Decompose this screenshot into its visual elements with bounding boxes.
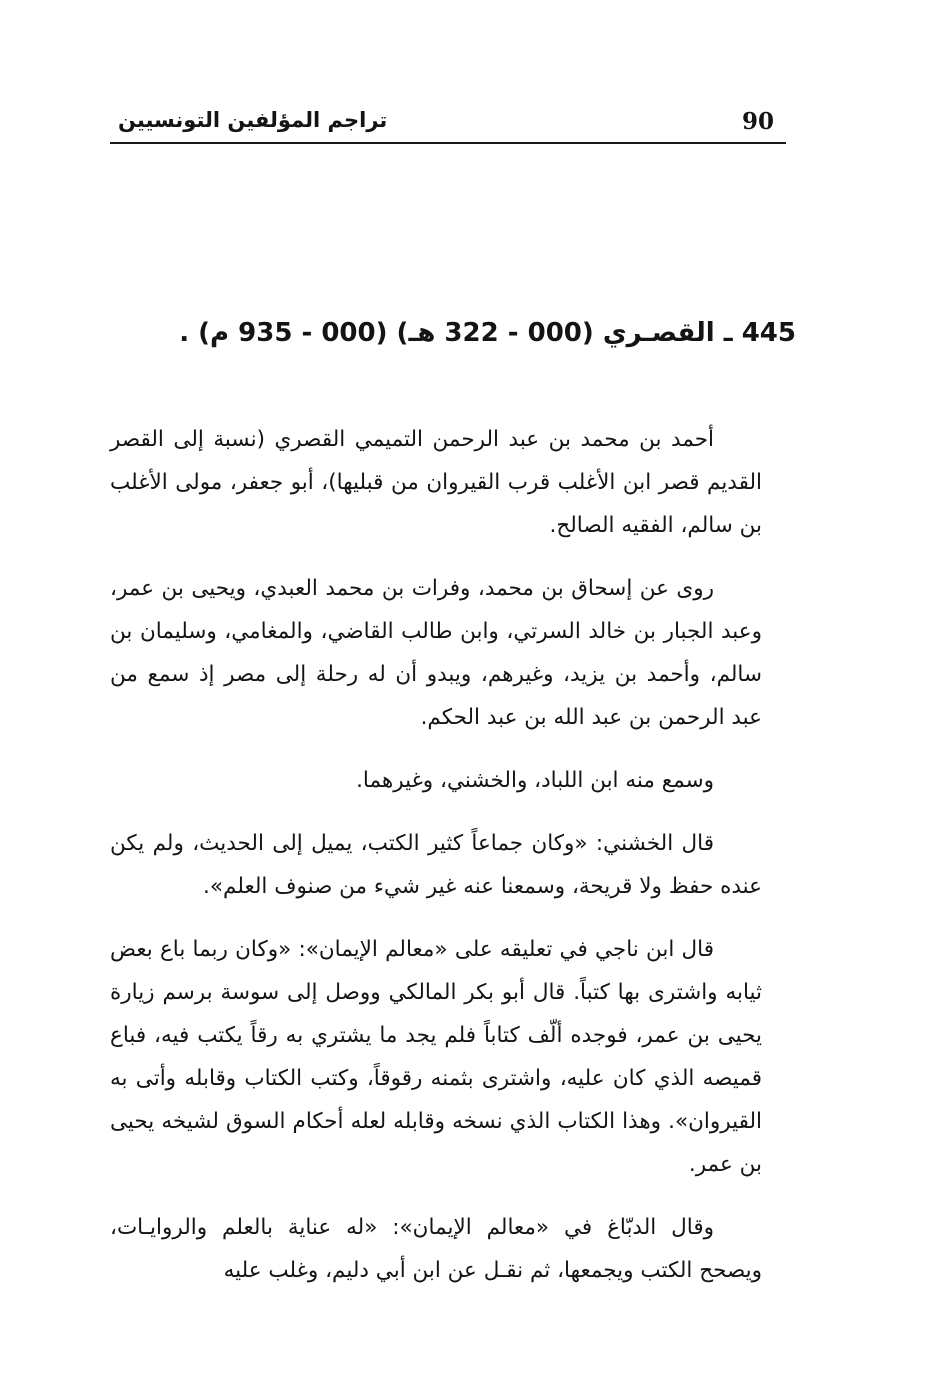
paragraph-biography: أحمد بن محمد بن عبد الرحمن التميمي القصري (نسبة إلى القصر القديم قصر ابن الأغلب قرب القيروان من قبليها)، أبو جعفر، مولى الأغلب بن سالم، الفقيه الصالح. <box>110 427 762 538</box>
running-title: تراجم المؤلفين التونسيين <box>118 108 388 132</box>
body-text <box>110 418 762 1312</box>
entry-heading: 445 ـ القصـري (000 - 322 هـ) (000 - 935 م) . <box>179 318 796 348</box>
paragraph-khushani-quote: قال الخشني: «وكان جماعاً كثير الكتب، يميل إلى الحديث، ولم يكن عنده حفظ ولا قريحة، وسمعنا عنه غير شيء من صنوف العلم». <box>110 831 762 899</box>
page-header <box>110 106 786 144</box>
paragraph-dabbagh-quote: وقال الدبّاغ في «معالم الإيمان»: «له عناية بالعلم والروايـات، ويصحح الكتب ويجمعها، ثم نقـل عن ابن أبي دليم، وغلب عليه <box>110 1215 762 1283</box>
paragraph-ibn-naji-quote: قال ابن ناجي في تعليقه على «معالم الإيمان»: «وكان ربما باع بعض ثيابه واشترى بها كتباً. قال أبو بكر المالكي ووصل إلى سوسة برسم زيارة يحيى بن عمر، فوجده ألّف كتاباً فلم يجد ما يشتري به رقاً يكتب فيه، فباع قميصه الذي كان عليه، واشترى بثمنه رقوقاً، وكتب الكتاب وقابله وأتى به القيروان». وهذا الكتاب الذي نسخه وقابله لعله أحكام السوق لشيخه يحيى بن عمر. <box>110 937 762 1177</box>
paragraph-teachers: روى عن إسحاق بن محمد، وفرات بن محمد العبدي، ويحيى بن عمر، وعبد الجبار بن خالد السرتي، وابن طالب القاضي، والمغامي، وسليمان بن سالم، وأحمد بن يزيد، وغيرهم، ويبدو أن له رحلة إلى مصر إذ سمع من عبد الرحمن بن عبد الله بن عبد الحكم. <box>110 576 762 730</box>
page-number: 90 <box>741 108 774 135</box>
paragraph-students: وسمع منه ابن اللباد، والخشني، وغيرهما. <box>356 768 714 793</box>
